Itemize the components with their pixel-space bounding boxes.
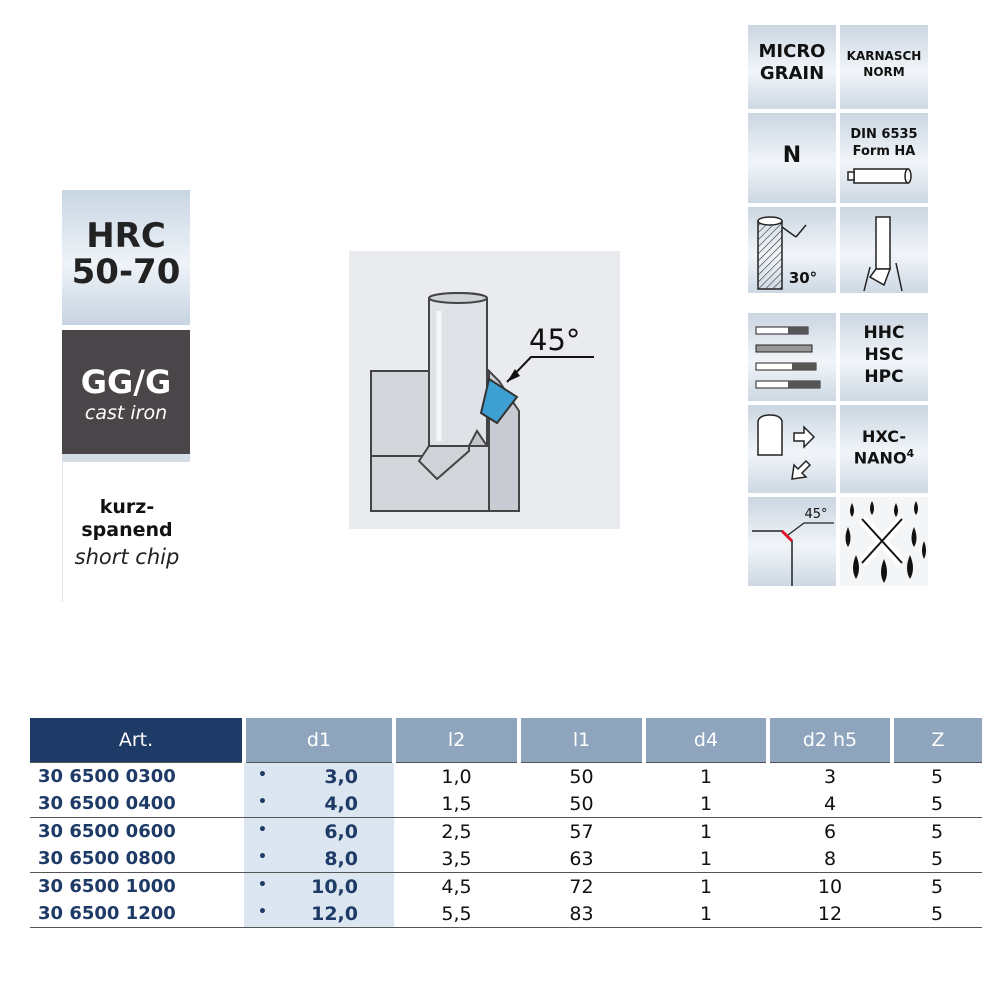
- chip-label-de-2: spanend: [81, 519, 173, 541]
- helix-angle-label: 30°: [788, 269, 818, 287]
- table-row: [30, 900, 982, 928]
- cell-d4: 1: [644, 763, 768, 791]
- grain-label: GRAIN: [759, 63, 825, 84]
- cell-l1: 57: [519, 818, 644, 846]
- cell-d4: 1: [644, 873, 768, 901]
- cell-d1: • 12,0: [244, 900, 394, 928]
- norm-label: NORM: [863, 65, 905, 79]
- cell-d2: 8: [823, 847, 837, 870]
- cell-l2: 5,5: [394, 900, 519, 928]
- cell-l2: 4,5: [394, 873, 519, 901]
- table-row: [30, 845, 982, 873]
- shank-icon: [840, 207, 928, 293]
- nano-superscript: 4: [906, 447, 915, 460]
- header-l1: l1: [519, 718, 644, 763]
- cell-l1: 50: [569, 792, 594, 815]
- cell-d1: • 8,0: [244, 845, 394, 873]
- material-code: GG/G: [80, 363, 172, 401]
- cell-z: 5: [930, 847, 944, 870]
- chamfer-tool-illustration: [349, 251, 620, 529]
- hrc-range: 50-70: [71, 252, 181, 292]
- header-z: Z: [892, 718, 982, 763]
- stock-bullet: •: [258, 877, 267, 893]
- direction-cell: [748, 405, 836, 493]
- chamfer-angle-icon-label: 45°: [804, 507, 828, 522]
- cell-l1: 83: [519, 900, 644, 928]
- form-label: Form HA: [852, 144, 916, 159]
- hardness-panel: [62, 190, 190, 325]
- spec-icon-grid-bottom: [748, 313, 928, 586]
- cell-d2: 3: [768, 763, 892, 791]
- cell-d2: 10: [768, 873, 892, 901]
- speed-bars-icon: [748, 313, 836, 401]
- hrc-label: HRC: [86, 216, 166, 256]
- chip-label-en: short chip: [74, 545, 180, 569]
- stock-bullet: •: [258, 794, 267, 810]
- cell-d1: • 6,0: [244, 818, 394, 846]
- cell-l2: 1,5: [441, 792, 472, 815]
- stock-bullet: •: [258, 904, 267, 920]
- material-name: cast iron: [84, 402, 168, 424]
- coating-hsc: HSC: [864, 345, 904, 365]
- cell-z: 5: [892, 873, 982, 901]
- cell-l2: 1,0: [394, 763, 519, 791]
- table-header-row: [30, 718, 982, 763]
- material-panel: [62, 330, 190, 454]
- direction-arrows-icon: [748, 405, 836, 493]
- cell-art: 30 6500 1200: [30, 900, 244, 928]
- header-d1: d1: [244, 718, 394, 763]
- cell-d4: 1: [699, 792, 713, 815]
- micro-grain-cell: [748, 25, 836, 109]
- cell-l2: 3,5: [441, 847, 472, 870]
- cell-d1: • 3,0: [244, 763, 394, 791]
- header-d4: d4: [644, 718, 768, 763]
- material-badge: [62, 190, 190, 602]
- stock-bullet: •: [258, 767, 267, 783]
- coating-hpc: HPC: [864, 367, 904, 387]
- spec-icon-grid-top: [748, 25, 928, 293]
- nano-label-2: NANO$^4$: [853, 447, 915, 468]
- chamfer-cell: [748, 497, 836, 586]
- cell-z: 5: [892, 900, 982, 928]
- micro-label: MICRO: [758, 41, 826, 62]
- coating-hhc: HHC: [863, 323, 905, 343]
- shank-ha-icon: [840, 113, 928, 203]
- table-row: [30, 873, 982, 901]
- cell-art: 30 6500 0400: [38, 793, 176, 814]
- cell-d1: • 10,0: [244, 873, 394, 901]
- table-row: [30, 763, 982, 791]
- nano-label-1: HXC-: [862, 427, 906, 446]
- karnasch-norm-cell: [840, 25, 928, 109]
- cell-art: 30 6500 0300: [30, 763, 244, 791]
- cell-d4: 1: [644, 818, 768, 846]
- cell-l1: 50: [519, 763, 644, 791]
- table-row: [30, 818, 982, 846]
- cell-d2: 12: [768, 900, 892, 928]
- article-table: [30, 718, 982, 928]
- cell-d4: 1: [699, 847, 713, 870]
- chip-label-de-1: kurz-: [99, 496, 155, 518]
- cell-z: 5: [930, 792, 944, 815]
- header-art: Art.: [30, 718, 244, 763]
- n-type-label: N: [782, 143, 802, 168]
- din-shank-cell: [840, 113, 928, 203]
- tool-drawing: [349, 251, 620, 529]
- coolant-cell: [840, 497, 928, 586]
- header-l2: l2: [394, 718, 519, 763]
- cell-d2: 6: [768, 818, 892, 846]
- nano-coating-cell: [840, 405, 928, 493]
- stock-bullet: •: [258, 822, 267, 838]
- stock-bullet: •: [258, 849, 267, 865]
- cell-art: 30 6500 0600: [30, 818, 244, 846]
- cell-d4: 1: [644, 900, 768, 928]
- cell-d2: 4: [823, 792, 837, 815]
- cell-l1: 72: [519, 873, 644, 901]
- badge-divider: [62, 454, 190, 462]
- chamfer-angle-label: 45°: [529, 323, 581, 357]
- helix-cell: [748, 207, 836, 293]
- speed-bars-cell: [748, 313, 836, 401]
- n-type-cell: [748, 113, 836, 203]
- no-coolant-icon: [840, 497, 928, 586]
- karnasch-label: KARNASCH: [846, 49, 922, 63]
- cell-art: 30 6500 1000: [30, 873, 244, 901]
- header-d2: d2 h5: [768, 718, 892, 763]
- cell-art: 30 6500 0800: [38, 848, 176, 869]
- shank-cell: [840, 207, 928, 293]
- coating-cell: [840, 313, 928, 401]
- cell-d1: • 4,0: [244, 790, 394, 818]
- cell-l1: 63: [569, 847, 594, 870]
- cell-z: 5: [892, 818, 982, 846]
- cell-z: 5: [892, 763, 982, 791]
- cell-l2: 2,5: [394, 818, 519, 846]
- din-label: DIN 6535: [850, 127, 918, 142]
- chip-panel: [62, 462, 191, 602]
- table-row: [30, 790, 982, 818]
